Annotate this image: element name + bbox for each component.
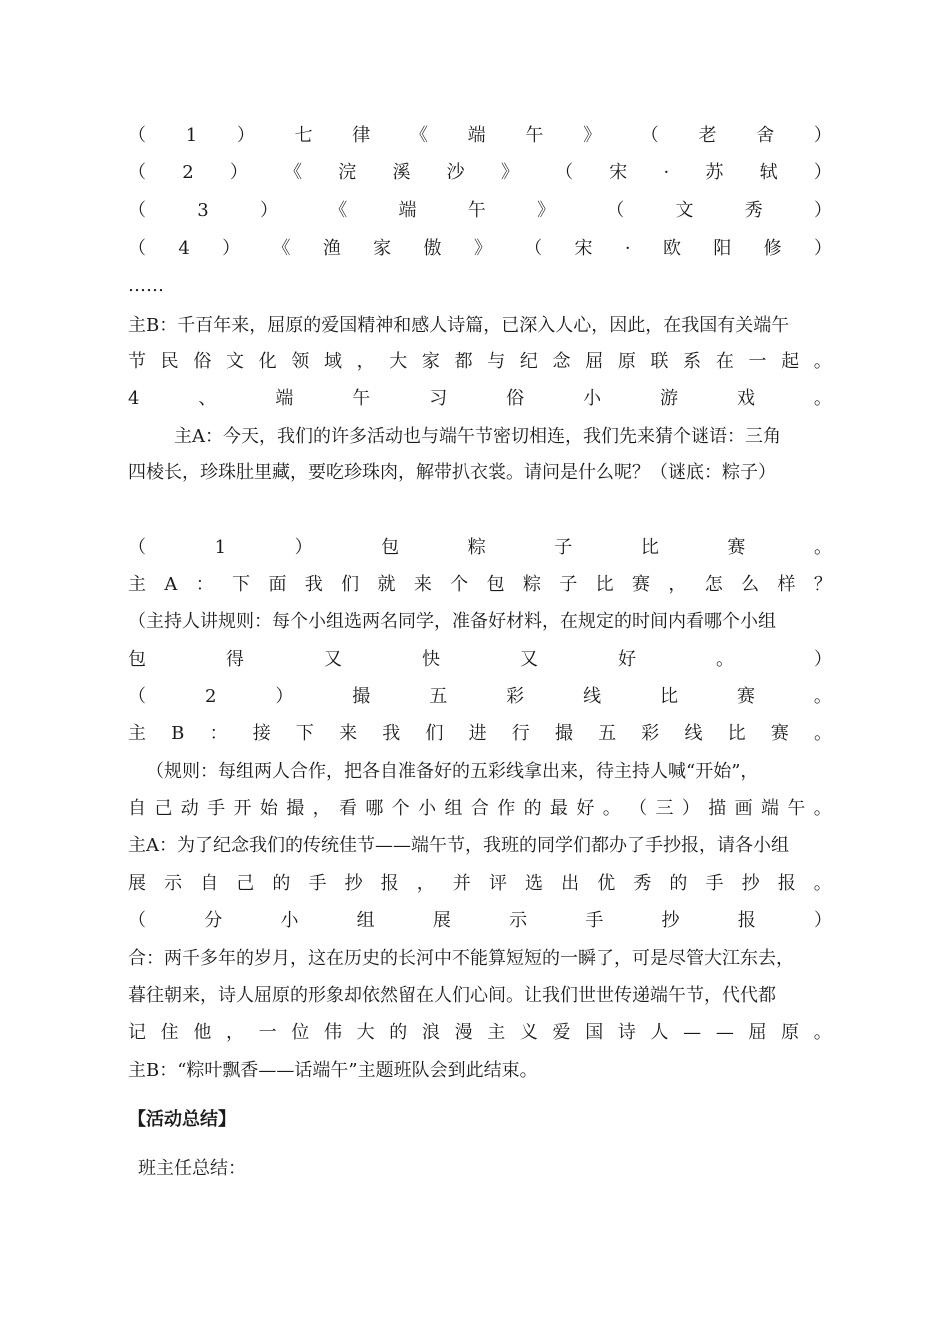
text-glyph: 溪 [392, 162, 411, 183]
text-glyph: 展 [128, 873, 146, 894]
text-glyph: 报 [380, 873, 399, 894]
text-glyph: 选 [525, 873, 544, 894]
text-glyph: 抄 [741, 873, 760, 894]
text-glyph: ， [668, 574, 687, 595]
text-glyph: 习 [429, 388, 448, 409]
text-glyph: 1 [185, 125, 198, 146]
text-glyph: ） [814, 649, 832, 670]
text-glyph: 七 [294, 125, 313, 146]
text-glyph: 小 [280, 910, 299, 931]
text-glyph: 得 [226, 649, 244, 670]
text-glyph: ） [294, 537, 313, 558]
text-glyph: 出 [561, 873, 580, 894]
text-glyph: 作 [497, 798, 516, 819]
text-glyph: ， [416, 873, 435, 894]
text-glyph: 手 [308, 873, 327, 894]
text-glyph: 住 [160, 1022, 179, 1043]
justified-text-line [128, 535, 832, 561]
text-glyph: 联 [650, 351, 669, 372]
text-glyph: 修 [763, 238, 782, 259]
justified-text-line [128, 198, 832, 224]
text-glyph: 就 [377, 574, 396, 595]
text-line: 暮往朝来，诗人屈原的形象却依然留在人们心间。让我们世世传递端午节，代代都 [128, 985, 776, 1006]
text-glyph: 小 [583, 388, 602, 409]
text-glyph: 原 [781, 1022, 800, 1043]
text-glyph: 》 [583, 125, 602, 146]
text-glyph: 《 [284, 162, 303, 183]
text-glyph: 》 [473, 238, 492, 259]
justified-text-line [128, 647, 832, 673]
justified-text-line [128, 721, 832, 747]
text-glyph: 抄 [661, 910, 680, 931]
justified-text-line [128, 236, 832, 262]
text-glyph: 比 [640, 537, 659, 558]
text-glyph: 包 [128, 649, 146, 670]
text-glyph: — [715, 1022, 734, 1043]
text-line: 主B：“粽叶飘香——话端午”主题班队会到此结束。 [128, 1060, 538, 1081]
text-glyph: 始 [259, 798, 278, 819]
text-glyph: 渔 [322, 238, 341, 259]
text-glyph: 来 [413, 574, 432, 595]
text-glyph: 民 [160, 351, 179, 372]
text-glyph: 家 [373, 238, 392, 259]
text-glyph: 阳 [713, 238, 732, 259]
text-glyph: ） [813, 162, 832, 183]
text-glyph: 包 [486, 574, 505, 595]
text-glyph: 戏 [736, 388, 755, 409]
text-line: 主A：为了纪念我们的传统佳节——端午节，我班的同学们都办了手抄报，请各小组 [128, 835, 789, 856]
text-glyph: 欧 [662, 238, 681, 259]
text-glyph: 一 [258, 1022, 277, 1043]
text-glyph: 宋 [574, 238, 593, 259]
text-glyph: 的 [272, 873, 291, 894]
text-glyph: 伟 [323, 1022, 342, 1043]
text-glyph: 赛 [727, 537, 746, 558]
text-glyph: 己 [154, 798, 173, 819]
text-glyph: 在 [715, 351, 734, 372]
text-glyph: 域 [323, 351, 342, 372]
text-glyph: 开 [233, 798, 252, 819]
text-glyph: 午 [352, 388, 371, 409]
text-glyph: 子 [554, 537, 573, 558]
text-glyph: 赛 [736, 686, 755, 707]
text-glyph: 化 [258, 351, 277, 372]
text-glyph: 。 [813, 537, 832, 558]
text-glyph: 、 [198, 388, 217, 409]
text-glyph: 主 [487, 1022, 506, 1043]
text-glyph: 么 [741, 574, 760, 595]
text-glyph: （ [128, 910, 146, 931]
text-line: （主持人讲规则：每个小组选两名同学，准备好材料，在规定的时间内看哪个小组 [128, 611, 776, 632]
text-glyph: （ [128, 125, 146, 146]
text-glyph: ， [356, 351, 375, 372]
text-glyph: 样 [777, 574, 796, 595]
text-glyph: 下 [232, 574, 251, 595]
text-glyph: （ [128, 238, 146, 259]
text-glyph: 。 [813, 351, 832, 372]
text-glyph: 傲 [423, 238, 442, 259]
text-glyph: 端 [761, 798, 779, 819]
text-glyph: 手 [585, 910, 604, 931]
text-glyph: ： [195, 574, 214, 595]
text-glyph: ） [275, 686, 294, 707]
text-glyph: 又 [324, 649, 342, 670]
text-glyph: 沙 [446, 162, 465, 183]
text-glyph: 示 [509, 910, 528, 931]
text-glyph: 并 [452, 873, 471, 894]
text-glyph: 个 [391, 798, 410, 819]
text-glyph: ） [813, 200, 832, 221]
text-glyph: 比 [660, 686, 679, 707]
text-glyph: 评 [488, 873, 507, 894]
text-glyph: ） [229, 162, 248, 183]
text-glyph: 秀 [744, 200, 763, 221]
text-glyph: 哪 [365, 798, 384, 819]
text-glyph: 。 [813, 723, 832, 744]
text-glyph: 轼 [759, 162, 778, 183]
text-glyph: （ [128, 686, 146, 707]
text-glyph: 《 [409, 125, 428, 146]
text-glyph: 们 [425, 723, 444, 744]
text-glyph: 优 [597, 873, 616, 894]
text-glyph: 线 [684, 723, 703, 744]
text-glyph: 浣 [338, 162, 357, 183]
text-glyph: 主 [128, 574, 146, 595]
justified-text-line [128, 908, 832, 934]
text-glyph: B [171, 723, 185, 744]
text-glyph: 看 [339, 798, 357, 819]
text-glyph: 舍 [756, 125, 775, 146]
text-glyph: （ [128, 537, 146, 558]
text-glyph: 行 [511, 723, 530, 744]
text-glyph: ） [814, 238, 832, 259]
text-glyph: 大 [389, 351, 408, 372]
text-glyph: 好 [618, 649, 636, 670]
text-glyph: 动 [180, 798, 199, 819]
text-glyph: ） [681, 798, 700, 819]
text-glyph: ） [813, 125, 832, 146]
text-glyph: 又 [520, 649, 538, 670]
text-glyph: 撮 [352, 686, 371, 707]
justified-text-line [128, 871, 832, 897]
text-glyph: · [663, 162, 670, 183]
text-glyph: 俗 [193, 351, 212, 372]
text-glyph: 游 [660, 388, 679, 409]
text-glyph: ： [209, 723, 228, 744]
text-glyph: 午 [787, 798, 806, 819]
text-glyph: 俗 [506, 388, 525, 409]
text-glyph: 撮 [554, 723, 573, 744]
text-glyph: 包 [381, 537, 400, 558]
text-glyph: 的 [669, 873, 688, 894]
text-glyph: 文 [225, 351, 244, 372]
text-glyph: 示 [164, 873, 183, 894]
text-glyph: 宋 [609, 162, 628, 183]
text-glyph: 快 [422, 649, 440, 670]
text-glyph: 。 [813, 873, 832, 894]
text-glyph: 端 [275, 388, 294, 409]
text-line: 四棱长，珍珠肚里藏，要吃珍珠肉，解带扒衣裳。请问是什么呢？（谜底：粽子） [128, 462, 776, 483]
text-glyph: 念 [552, 351, 571, 372]
text-glyph: 最 [550, 798, 568, 819]
text-glyph: 。 [716, 649, 734, 670]
text-glyph: 原 [617, 351, 636, 372]
text-glyph: 怎 [704, 574, 723, 595]
text-glyph: 家 [421, 351, 440, 372]
text-glyph: 接 [252, 723, 271, 744]
justified-text-line [128, 349, 832, 375]
text-glyph: 。 [813, 686, 832, 707]
text-glyph: 我 [382, 723, 401, 744]
text-glyph: ， [225, 1022, 244, 1043]
text-glyph: 己 [236, 873, 255, 894]
text-glyph: 子 [559, 574, 578, 595]
text-glyph: 4 [128, 388, 140, 409]
text-glyph: （ [629, 798, 648, 819]
text-glyph: 午 [525, 125, 544, 146]
text-glyph: 。 [813, 1022, 832, 1043]
text-glyph: 。 [602, 798, 621, 819]
text-glyph: 午 [467, 200, 486, 221]
text-glyph: 《 [272, 238, 291, 259]
text-glyph: 分 [204, 910, 223, 931]
text-glyph: 的 [523, 798, 542, 819]
text-glyph: 小 [418, 798, 437, 819]
text-glyph: 自 [128, 798, 146, 819]
text-glyph: 与 [487, 351, 506, 372]
text-glyph: 我 [304, 574, 323, 595]
text-glyph: 描 [708, 798, 727, 819]
text-glyph: 》 [536, 200, 555, 221]
text-glyph: 的 [389, 1022, 408, 1043]
text-glyph: 五 [429, 686, 448, 707]
justified-text-line [128, 796, 832, 822]
justified-text-line [128, 684, 832, 710]
text-glyph: A [164, 574, 178, 595]
section-heading: 【活动总结】 [128, 1109, 236, 1130]
text-line: 班主任总结： [138, 1158, 246, 1179]
text-glyph: 抄 [344, 873, 363, 894]
text-glyph: 2 [204, 686, 217, 707]
text-glyph: 4 [178, 238, 190, 259]
text-glyph: 国 [585, 1022, 604, 1043]
text-glyph: 个 [450, 574, 469, 595]
text-glyph: （ [555, 162, 574, 183]
justified-text-line [128, 572, 832, 598]
text-glyph: 系 [683, 351, 702, 372]
text-glyph: 报 [737, 910, 756, 931]
text-glyph: 人 [650, 1022, 669, 1043]
text-glyph: 组 [356, 910, 375, 931]
text-glyph: 三 [655, 798, 674, 819]
text-glyph: 自 [200, 873, 219, 894]
text-glyph: 《 [329, 200, 348, 221]
text-glyph: 文 [675, 200, 694, 221]
text-glyph: 主 [128, 723, 146, 744]
text-glyph: 起 [781, 351, 800, 372]
text-glyph: 展 [432, 910, 451, 931]
text-line: …… [128, 275, 164, 296]
text-glyph: 撮 [286, 798, 305, 819]
justified-text-line [128, 386, 832, 412]
text-glyph: 彩 [641, 723, 660, 744]
text-glyph: 1 [214, 537, 227, 558]
text-glyph: 都 [454, 351, 473, 372]
text-glyph: 赛 [770, 723, 789, 744]
text-glyph: 领 [291, 351, 310, 372]
text-glyph: 赛 [632, 574, 651, 595]
text-glyph: 纪 [519, 351, 538, 372]
text-glyph: ） [236, 125, 255, 146]
text-glyph: 线 [583, 686, 602, 707]
text-glyph: 诗 [617, 1022, 636, 1043]
text-glyph: 手 [207, 798, 226, 819]
text-glyph: 组 [444, 798, 463, 819]
text-glyph: 义 [519, 1022, 538, 1043]
text-glyph: ） [813, 910, 832, 931]
text-glyph: 端 [398, 200, 417, 221]
text-glyph: 来 [339, 723, 358, 744]
text-glyph: 3 [197, 200, 209, 221]
text-glyph: 。 [813, 798, 832, 819]
text-glyph: 们 [341, 574, 360, 595]
text-glyph: 律 [352, 125, 371, 146]
text-glyph: 漫 [454, 1022, 473, 1043]
text-glyph: ） [259, 200, 278, 221]
text-glyph: 大 [356, 1022, 375, 1043]
text-glyph: 位 [291, 1022, 310, 1043]
text-glyph: 面 [268, 574, 287, 595]
text-glyph: （ [128, 200, 146, 221]
text-glyph: 浪 [421, 1022, 440, 1043]
text-line: 主A：今天，我们的许多活动也与端午节密切相连，我们先来猜个谜语：三角 [174, 426, 781, 447]
text-glyph: （ [524, 238, 543, 259]
text-glyph: 好 [576, 798, 595, 819]
text-glyph: 比 [727, 723, 746, 744]
text-line: 主B：千百年来，屈原的爱国精神和感人诗篇，已深入人心，因此，在我国有关端午 [128, 315, 790, 336]
text-glyph: 记 [128, 1022, 146, 1043]
text-glyph: 彩 [506, 686, 525, 707]
text-line: 合：两千多年的岁月，这在历史的长河中不能算短短的一瞬了，可是尽管大江东去， [128, 948, 794, 969]
text-glyph: 下 [295, 723, 314, 744]
text-glyph: — [683, 1022, 702, 1043]
text-glyph: 屈 [748, 1022, 767, 1043]
text-glyph: 秀 [633, 873, 652, 894]
text-glyph: 老 [698, 125, 717, 146]
justified-text-line [128, 1020, 832, 1046]
text-glyph: 手 [705, 873, 724, 894]
text-glyph: 节 [128, 351, 146, 372]
text-glyph: 进 [468, 723, 487, 744]
text-line: （规则：每组两人合作，把各自准备好的五彩线拿出来，待主持人喊“开始”， [146, 761, 759, 782]
text-glyph: 》 [500, 162, 519, 183]
text-glyph: 他 [193, 1022, 212, 1043]
text-glyph: ） [222, 238, 241, 259]
text-glyph: 苏 [705, 162, 724, 183]
text-glyph: 屈 [585, 351, 604, 372]
text-glyph: （ [640, 125, 659, 146]
text-glyph: 。 [813, 388, 832, 409]
text-glyph: 爱 [552, 1022, 571, 1043]
text-glyph: 报 [777, 873, 796, 894]
text-glyph: 合 [470, 798, 489, 819]
text-glyph: 一 [748, 351, 767, 372]
text-glyph: ？ [813, 574, 832, 595]
text-glyph: 五 [598, 723, 617, 744]
text-glyph: 端 [467, 125, 486, 146]
justified-text-line [128, 123, 832, 149]
text-glyph: 粽 [522, 574, 541, 595]
text-glyph: （ [128, 162, 146, 183]
text-glyph: 2 [182, 162, 194, 183]
text-glyph: （ [606, 200, 625, 221]
text-glyph: 粽 [467, 537, 486, 558]
text-glyph: ， [312, 798, 331, 819]
justified-text-line [128, 160, 832, 186]
text-glyph: · [624, 238, 631, 259]
text-glyph: 画 [734, 798, 753, 819]
text-glyph: 比 [595, 574, 614, 595]
